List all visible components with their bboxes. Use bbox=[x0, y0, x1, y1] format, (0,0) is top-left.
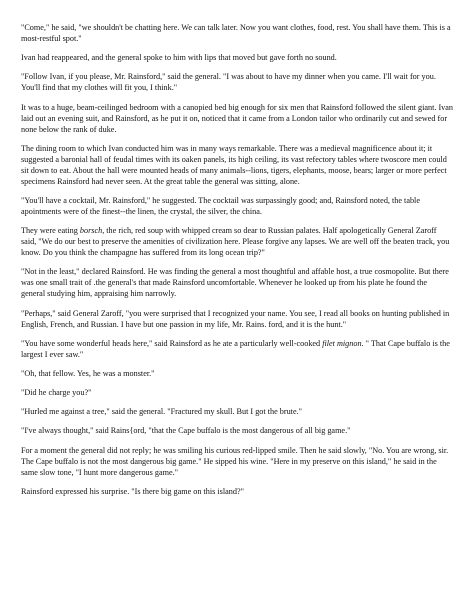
paragraph bbox=[21, 338, 453, 360]
paragraph bbox=[21, 225, 453, 258]
paragraph-text: "Hurled me against a tree," said the general. "Fractured my skull. But I got the brute." bbox=[21, 407, 302, 417]
paragraph-text: The dining room to which Ivan conducted him was in many ways remarkable. There was a medieval magnificence about it; it suggested a baronial hall of feudal times with its oaken panels, its high ceiling, its vast refectory tables where twoscore men could sit down to eat. About the hall were mounted heads of many animals--lions, tigers, elephants, moose, bears; larger or more perfect specimens Rainsford had never seen. At the great table the general was sitting, alone. bbox=[21, 143, 447, 186]
paragraph bbox=[21, 445, 453, 478]
paragraph bbox=[21, 102, 453, 135]
paragraph-text: Ivan had reappeared, and the general spoke to him with lips that moved but gave forth no sound. bbox=[21, 53, 337, 63]
paragraph-text: . " That Cape buffalo is the largest I ever saw." bbox=[21, 338, 450, 359]
document-body bbox=[21, 22, 453, 497]
paragraph bbox=[21, 406, 453, 417]
paragraph-text: "Come," he said, "we shouldn't be chatting here. We can talk later. Now you want clothes, food, rest. You shall have them. This is a most-restful spot." bbox=[21, 23, 451, 43]
paragraph-text: "Did he charge you?" bbox=[21, 388, 92, 398]
paragraph-text: It was to a huge, beam-ceilinged bedroom with a canopied bed big enough for six men that Rainsford followed the silent giant. Ivan laid out an evening suit, and Rainsford, as he put it on, noticed that it came from a London tailor who ordinarily cut and sewed for none below the rank of duke. bbox=[21, 102, 454, 134]
paragraph-text: For a moment the general did not reply; he was smiling his curious red-lipped smile. Then he said slowly, "No. You are wrong, sir. The Cape buffalo is not the most dangerous big game." He sipped his wine. "Here in my preserve on this island," he said in the same slow tone, "I hunt more dangerous game." bbox=[21, 445, 449, 477]
paragraph-text: Rainsford expressed his surprise. "Is there big game on this island?" bbox=[21, 486, 244, 496]
paragraph bbox=[21, 425, 453, 436]
paragraph bbox=[21, 308, 453, 330]
paragraph-text: "Not in the least," declared Rainsford. He was finding the general a most thoughtful and affable host, a true cosmopolite. But there was one small trait of .the general's that made Rainsford uncomfortable. Whenever he looked up from his plate he found the general studying him, appraising him narrowly. bbox=[21, 267, 449, 299]
paragraph bbox=[21, 368, 453, 379]
italic-text: borsch bbox=[79, 226, 103, 236]
paragraph bbox=[21, 387, 453, 398]
paragraph-text: "Oh, that fellow. Yes, he was a monster." bbox=[21, 368, 155, 378]
paragraph bbox=[21, 486, 453, 497]
paragraph bbox=[21, 71, 453, 93]
paragraph-text: "Perhaps," said General Zaroff, "you were surprised that I recognized your name. You see, I read all books on hunting published in English, French, and Russian. I have but one passion in my life, Mr. Rains. ford, and it is the hunt." bbox=[21, 308, 450, 329]
paragraph bbox=[21, 22, 453, 44]
paragraph-text: "I've always thought," said Rains{ord, "that the Cape buffalo is the most dangerous of all big game." bbox=[21, 426, 351, 436]
paragraph bbox=[21, 143, 453, 187]
paragraph bbox=[21, 266, 453, 299]
paragraph-text: They were eating bbox=[21, 226, 80, 236]
paragraph-text: , the rich, red soup with whipped cream so dear to Russian palates. Half apologetically General Zaroff said, "We do our best to preserve the amenities of civilization here. Please forgive any lapses. We are well off the beaten track, you know. Do you think the champagne has suffered from its long ocean trip?" bbox=[21, 226, 450, 258]
paragraph bbox=[21, 52, 453, 63]
italic-text: filet mignon bbox=[322, 338, 362, 348]
paragraph bbox=[21, 195, 453, 217]
paragraph-text: "You have some wonderful heads here," said Rainsford as he ate a particularly well-cooked bbox=[21, 338, 323, 348]
paragraph-text: "You'll have a cocktail, Mr. Rainsford," he suggested. The cocktail was surpassingly good; and, Rainsford noted, the table apointments were of the finest--the linen, the crystal, the silver, the china. bbox=[21, 195, 420, 216]
paragraph-text: "Follow Ivan, if you please, Mr. Rainsford," said the general. "I was about to have my dinner when you came. I'll wait for you. You'll find that my clothes will fit you, I think." bbox=[21, 72, 436, 93]
